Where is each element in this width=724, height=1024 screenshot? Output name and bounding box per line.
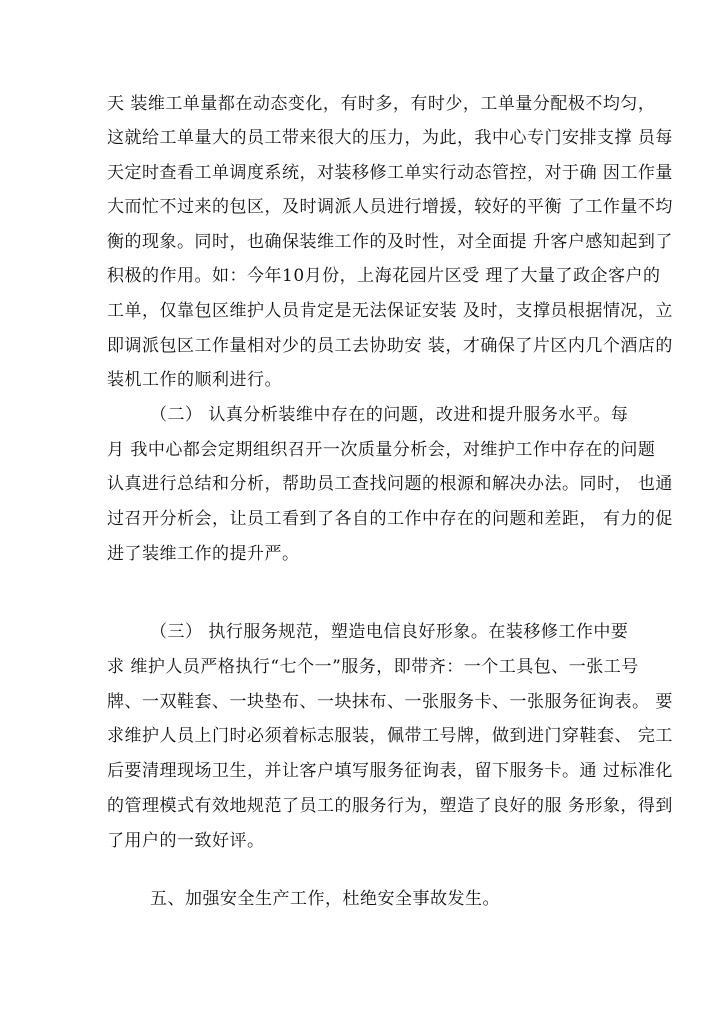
paragraph-line: 天 装维工单量都在动态变化，有时多，有时少，工单量分配极不均匀， xyxy=(107,94,656,114)
paragraph-line: 这就给工单量大的员工带来很大的压力，为此，我中心专门安排支撑 员每 xyxy=(107,128,673,148)
paragraph-line: 天定时查看工单调度系统，对装移修工单实行动态管控，对于确 因工作量 xyxy=(107,163,673,183)
section-title-line: 五、加强安全生产工作，杜绝安全事故发生。 xyxy=(150,889,500,909)
paragraph-line: 大而忙不过来的包区，及时调派人员进行增援，较好的平衡 了工作量不均 xyxy=(107,197,673,217)
paragraph-line: 过召开分析会，让员工看到了各自的工作中存在的问题和差距， 有力的促 xyxy=(107,509,673,529)
paragraph-line: 装机工作的顺利进行。 xyxy=(107,370,282,390)
paragraph-line: 月 我中心都会定期组织召开一次质量分析会，对维护工作中存在的问题 xyxy=(107,440,656,460)
paragraph-line: 牌、一双鞋套、一块垫布、一块抹布、一张服务卡、一张服务征询表。 要 xyxy=(107,692,673,712)
section-heading-line: （三） 执行服务规范，塑造电信良好形象。在装移修工作中要 xyxy=(150,622,629,642)
paragraph-line: 认真进行总结和分析，帮助员工查找问题的根源和解决办法。同时， 也通 xyxy=(107,474,673,494)
paragraph-line: 进了装维工作的提升严。 xyxy=(107,544,300,564)
paragraph-line: 求 维护人员严格执行“七个一”服务，即带齐：一个工具包、一张工号 xyxy=(107,657,639,677)
paragraph-line: 积极的作用。如：今年10月份，上海花园片区受 理了大量了政企客户的 xyxy=(107,266,661,286)
paragraph-line: 后要清理现场卫生，并让客户填写服务征询表，留下服务卡。通 过标准化 xyxy=(107,761,673,781)
paragraph-line: 求维护人员上门时必须着标志服装，佩带工号牌，做到进门穿鞋套、 完工 xyxy=(107,726,673,746)
paragraph-line: 的管理模式有效地规范了员工的服务行为，塑造了良好的服 务形象，得到 xyxy=(107,796,673,816)
paragraph-line: 即调派包区工作量相对少的员工去协助安 装，才确保了片区内几个酒店的 xyxy=(107,336,673,356)
section-heading-line: （二） 认真分析装维中存在的问题，改进和提升服务水平。每 xyxy=(150,405,629,425)
paragraph-line: 工单，仅靠包区维护人员肯定是无法保证安装 及时，支撑员根据情况，立 xyxy=(107,301,673,321)
paragraph-line: 衡的现象。同时，也确保装维工作的及时性，对全面提 升客户感知起到了 xyxy=(107,232,673,252)
paragraph-line: 了用户的一致好评。 xyxy=(107,831,265,851)
